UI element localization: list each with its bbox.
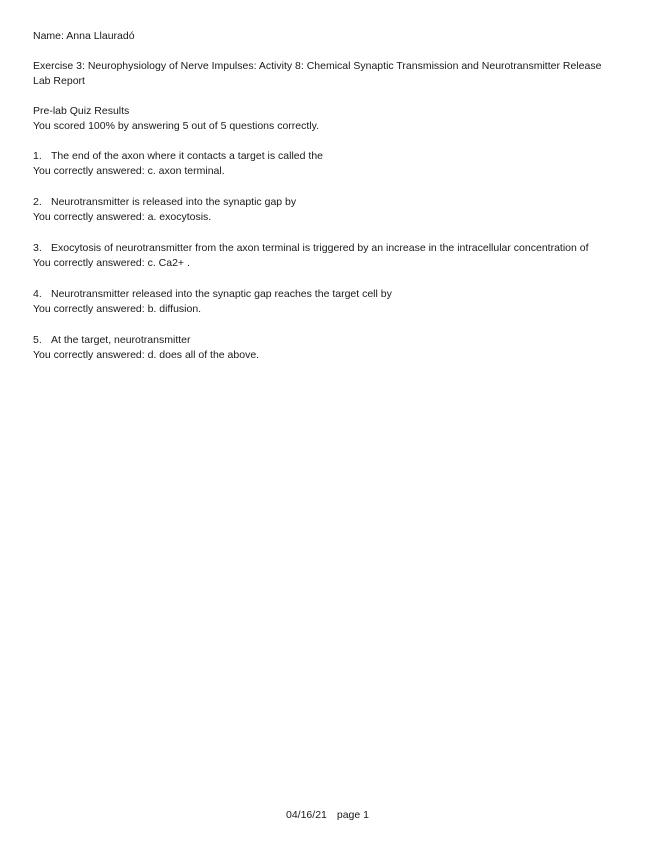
exercise-title: Exercise 3: Neurophysiology of Nerve Impulses: Activity 8: Chemical Synaptic Transmission and Neurotransmitter Release [33,60,602,72]
question-number: 2. [33,196,42,208]
question-answer: You correctly answered: d. does all of the above. [33,349,260,361]
question-item [33,333,623,363]
quiz-heading: Pre-lab Quiz Results [33,105,130,117]
quiz-results-block [33,104,623,134]
question-text [33,333,623,348]
report-type: Lab Report [33,75,85,87]
question-item [33,287,623,317]
question-item [33,149,623,179]
question-number: 5. [33,334,42,346]
question-text [33,149,623,164]
footer-page-number: page 1 [336,809,369,821]
report-title-block [33,59,623,89]
question-text [33,287,623,302]
question-answer: You correctly answered: b. diffusion. [33,303,202,315]
question-number: 3. [33,242,42,254]
question-prompt: Neurotransmitter is released into the synaptic gap by [51,196,297,208]
footer-date: 04/16/21 [286,809,327,821]
question-prompt: Neurotransmitter released into the synaptic gap reaches the target cell by [51,288,392,300]
question-answer: You correctly answered: c. Ca2+ . [33,257,190,269]
score-summary: You scored 100% by answering 5 out of 5 questions correctly. [33,120,320,132]
question-text [33,241,623,256]
question-answer: You correctly answered: c. axon terminal. [33,165,225,177]
question-text [33,195,623,210]
page-footer [0,808,655,823]
document-page [33,29,623,379]
question-prompt: The end of the axon where it contacts a target is called the [51,150,323,162]
question-number: 4. [33,288,42,300]
question-item [33,241,623,271]
question-number: 1. [33,150,42,162]
question-prompt: At the target, neurotransmitter [51,334,191,346]
question-item [33,195,623,225]
question-answer: You correctly answered: a. exocytosis. [33,211,212,223]
question-prompt: Exocytosis of neurotransmitter from the axon terminal is triggered by an increase in the intracellular concentration of [51,242,589,254]
student-name: Name: Anna Llauradó [33,30,135,42]
